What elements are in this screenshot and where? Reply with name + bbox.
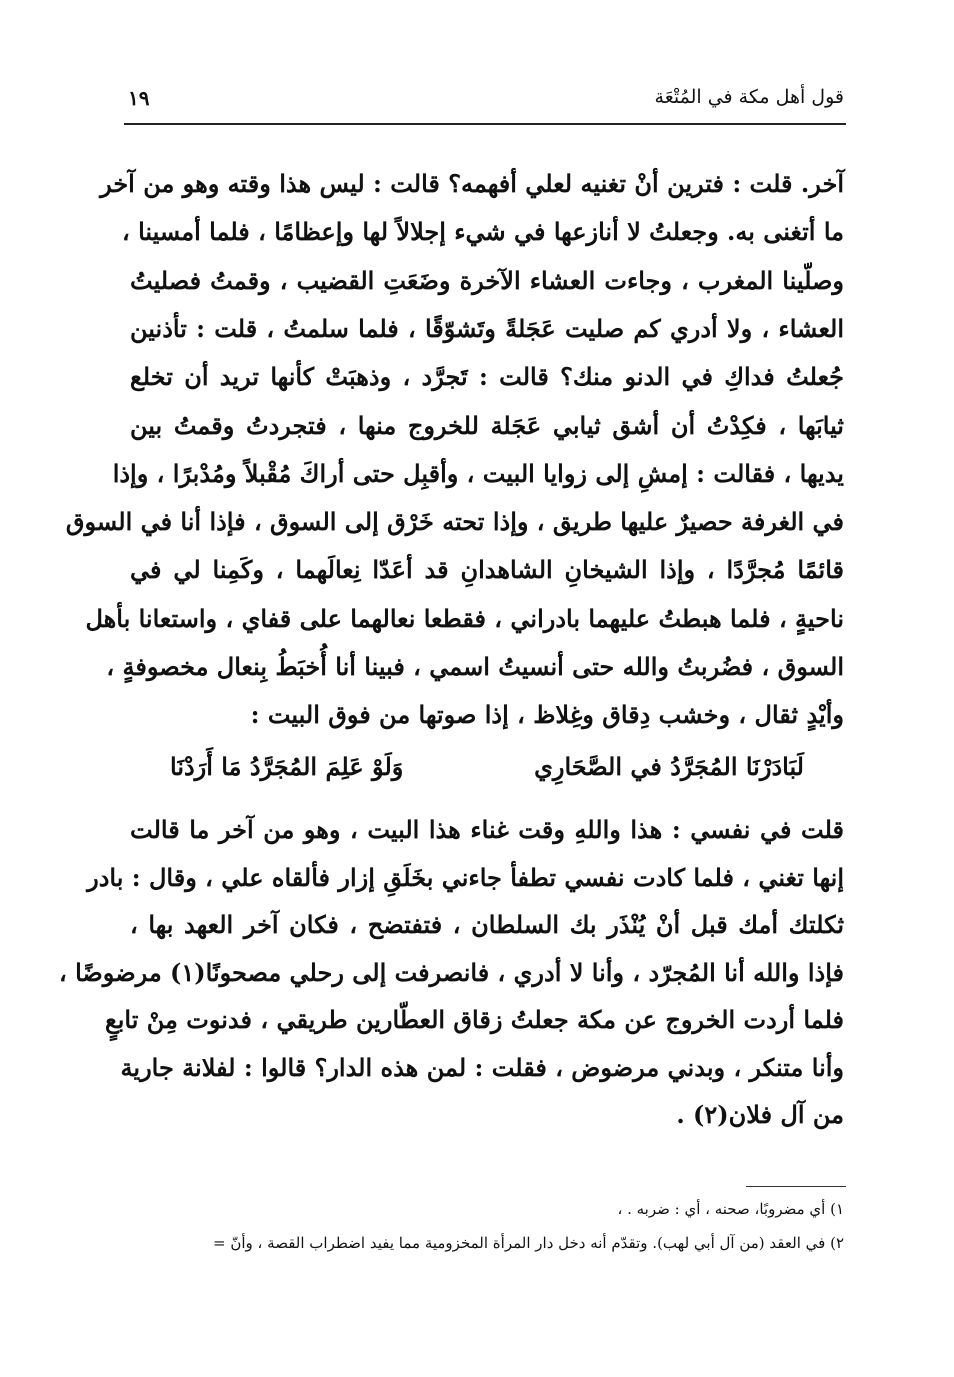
poetry-verse	[170, 752, 804, 781]
text-line: وأيْدٍ ثقال ، وخشب دِقاق وغِلاظ ، إذا صوتها من فوق البيت :	[250, 700, 844, 730]
page-number: ١٩	[128, 86, 150, 110]
text-line: جُعلتُ فداكِ في الدنو منك؟ قالت : تَجرَّد ، وذهبَتْ كأنها تريد أن تخلع	[130, 362, 844, 392]
running-header-title: قول أهل مكة في المُتْعَة	[654, 86, 844, 108]
verse-first-hemistich: لَبَادَرْنَا المُجَرَّدُ في الصَّحَارِي	[534, 752, 804, 781]
text-line: ثيابَها ، فكِدْتُ أن أشق ثيابي عَجَلة للخروج منها ، فتجردتُ وقمتُ بين	[130, 410, 844, 440]
text-line: آخر. قلت : فترين أنْ تغنيه لعلي أفهمه؟ قالت : ليس هذا وقته وهو من آخر	[100, 169, 844, 198]
verse-second-hemistich: وَلَوْ عَلِمَ المُجَرَّدُ مَا أَرَدْنَا	[170, 752, 404, 781]
text-line: ثكلتك أمك قبل أنْ يُنْذَر بك السلطان ، فتفتضح ، فكان آخر العهد بها ،	[130, 910, 844, 939]
footnote-2: ٢) في العقد (من آل أبي لهب). وتقدّم أنه دخل دار المرأة المخزومية مما يفيد اضطراب القصة ، وأنّ =	[213, 1234, 844, 1252]
header-rule	[124, 123, 846, 125]
text-line: ناحيةٍ ، فلما هبطتُ عليهما بادراني ، فقطعا نعالهما على قفاي ، واستعانا بأهل	[85, 603, 844, 633]
text-line: قائمًا مُجرَّدًا ، وإذا الشيخانِ الشاهدانِ قد أعَدّا نِعالَهما ، وكَمِنا لي في	[130, 555, 844, 585]
text-line: العشاء ، ولا أدري كم صليت عَجَلةً وتَشوّقًا ، فلما سلمتُ ، قلت : تأذنين	[130, 313, 844, 343]
footnote-rule	[746, 1186, 846, 1187]
text-line: وصلّينا المغرب ، وجاءت العشاء الآخرة وضَعَتِ القضيب ، وقمتُ فصليتُ	[130, 265, 844, 295]
text-line: قلت في نفسي : هذا واللهِ وقت غناء هذا البيت ، وهو من آخر ما قالت	[130, 815, 844, 844]
text-line: يديها ، فقالت : إمشِ إلى زوايا البيت ، وأقبِل حتى أراكَ مُقْبلاً ومُدْبرًا ، وإذا	[112, 458, 844, 488]
text-line: في الغرفة حصيرٌ عليها طريق ، وإذا تحته خَرْق إلى السوق ، فإذا أنا في السوق	[65, 507, 844, 537]
footnote-1: ١) أي مضروبًا، صحنه ، أي : ضربه . ،	[617, 1200, 844, 1218]
text-line: ما أتغنى به. وجعلتُ لا أنازعها في شيء إجلالاً لها وإعظامًا ، فلما أمسينا ،	[121, 217, 844, 247]
text-line: من آل فلان(٢) .	[676, 1100, 844, 1129]
text-line: فإذا والله أنا المُجرّد ، وأنا لا أدري ، فانصرفت إلى رحلي مصحونًا(١) مرضوضًا ،	[59, 957, 844, 987]
text-line: وأنا متنكر ، وبدني مرضوض ، فقلت : لمن هذه الدار؟ قالوا : لفلانة جارية	[120, 1052, 844, 1082]
text-line: فلما أردت الخروج عن مكة جعلتُ زقاق العطّارين طريقي ، فدنوت مِنْ تابعٍ	[104, 1005, 844, 1034]
text-line: إنها تغني ، فلما كادت نفسي تطفأ جاءني بخَلَقِ إزار فألقاه علي ، وقال : بادر	[87, 862, 844, 892]
text-line: السوق ، فضُربتُ والله حتى أنسيتُ اسمي ، فبينا أنا أُخبَطُ بِنعال مخصوفةٍ ،	[106, 652, 844, 681]
